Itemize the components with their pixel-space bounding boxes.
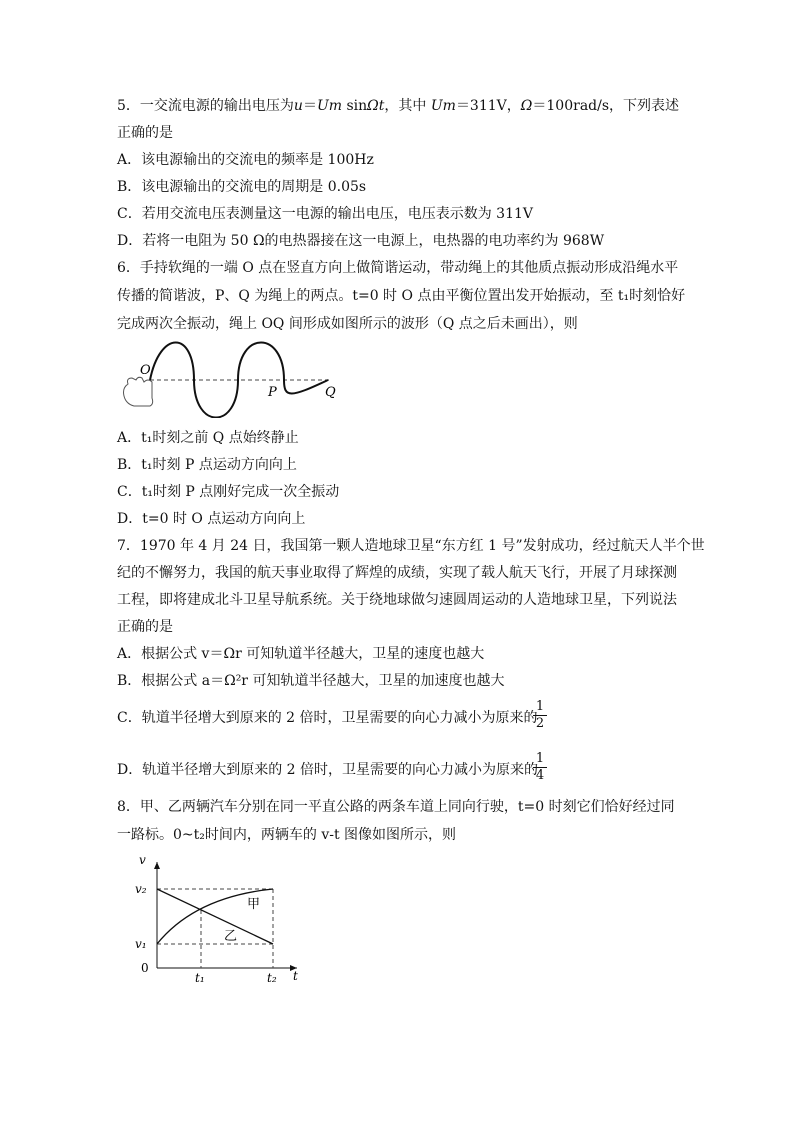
q5-option-a: A．该电源输出的交流电的频率是 100Hz — [117, 152, 374, 168]
label-jia: 甲 — [247, 897, 261, 912]
label-v: v — [139, 853, 146, 867]
label-o: O — [140, 363, 151, 378]
label-q: Q — [325, 385, 336, 400]
q8-stem-line2: 一路标。0~t₂时间内，两辆车的 v-t 图像如图所示，则 — [117, 827, 457, 843]
q7-stem-line1: 7．1970 年 4 月 24 日，我国第一颗人造地球卫星“东方红 1 号”发射成功，经过航天人半个世 — [117, 538, 705, 554]
q7-option-c-fraction: 1 2 — [533, 700, 547, 731]
q7-option-b: B．根据公式 a＝Ω²r 可知轨道半径越大，卫星的加速度也越大 — [117, 673, 505, 689]
q5-stem-line1: 5．一交流电源的输出电压为u＝Um sinΩt，其中 Um＝311V，Ω＝100rad/s，下列表述 — [117, 98, 680, 114]
q6-option-a: A．t₁时刻之前 Q 点始终静止 — [117, 430, 299, 446]
q6-option-b: B．t₁时刻 P 点运动方向向上 — [117, 457, 297, 473]
q7-stem-line2: 纪的不懈努力，我国的航天事业取得了辉煌的成绩，实现了载人航天飞行，开展了月球探测 — [117, 565, 677, 581]
q7-option-d-fraction: 1 4 — [533, 752, 547, 783]
q5-option-c: C．若用交流电压表测量这一电源的输出电压，电压表示数为 311V — [117, 206, 533, 222]
q6-stem-line3: 完成两次全振动，绳上 OQ 间形成如图所示的波形（Q 点之后未画出），则 — [117, 316, 578, 332]
q8-stem-line1: 8．甲、乙两辆汽车分别在同一平直公路的两条车道上同向行驶，t=0 时刻它们恰好经过同 — [117, 799, 675, 815]
label-p: P — [268, 385, 277, 400]
q5-stem-line2: 正确的是 — [117, 125, 173, 141]
q6-option-c: C．t₁时刻 P 点刚好完成一次全振动 — [117, 484, 340, 500]
q5-option-d: D．若将一电阻为 50 Ω的电热器接在这一电源上，电热器的电功率约为 968W — [117, 233, 605, 249]
q6-stem-line2: 传播的简谐波，P、Q 为绳上的两点。t=0 时 O 点由平衡位置出发开始振动，至 t₁时刻恰好 — [117, 288, 686, 304]
label-t: t — [293, 969, 298, 983]
q6-wave-figure — [118, 338, 348, 418]
q7-option-c: C．轨道半径增大到原来的 2 倍时，卫星需要的向心力减小为原来的 — [117, 710, 538, 726]
q8-vt-graph — [125, 852, 315, 984]
label-yi: 乙 — [224, 929, 238, 944]
q5-option-b: B．该电源输出的交流电的周期是 0.05s — [117, 179, 367, 195]
label-v2: v₂ — [135, 882, 147, 896]
label-t2: t₂ — [267, 971, 277, 984]
q7-option-a: A．根据公式 v＝Ωr 可知轨道半径越大，卫星的速度也越大 — [117, 646, 485, 662]
q7-option-d: D．轨道半径增大到原来的 2 倍时，卫星需要的向心力减小为原来的 — [117, 762, 539, 778]
wave-curve — [150, 343, 328, 418]
q7-stem-line4: 正确的是 — [117, 619, 173, 635]
q6-option-d: D．t=0 时 O 点运动方向向上 — [117, 511, 306, 527]
q7-stem-line3: 工程，即将建成北斗卫星导航系统。关于绕地球做匀速圆周运动的人造地球卫星，下列说法 — [117, 592, 677, 608]
label-v1: v₁ — [135, 937, 147, 951]
q6-stem-line1: 6．手持软绳的一端 O 点在竖直方向上做简谐运动，带动绳上的其他质点振动形成沿绳水平 — [117, 260, 679, 276]
y-axis-arrow — [154, 862, 160, 869]
hand-icon — [124, 377, 153, 406]
label-t1: t₁ — [195, 971, 205, 984]
label-origin: 0 — [141, 961, 149, 975]
